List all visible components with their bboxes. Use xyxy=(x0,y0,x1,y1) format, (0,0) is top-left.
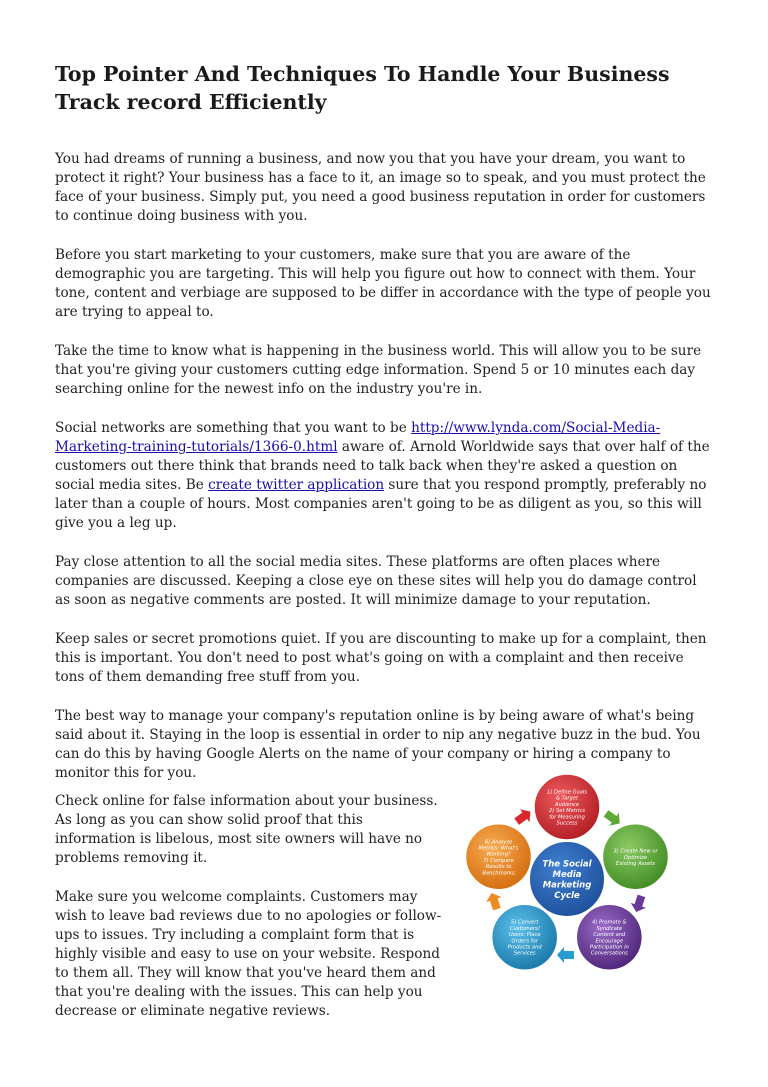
lynda-link[interactable]: http://www.lynda.com/Social-Media-Marketing-training-tutorials/1366-0.html xyxy=(55,420,661,455)
cycle-step-label: Participation in xyxy=(589,944,629,951)
cycle-center-label: The Social xyxy=(542,859,592,870)
page-title: Top Pointer And Techniques To Handle Your Business Track record Efficiently xyxy=(55,62,670,114)
article xyxy=(55,60,715,803)
cycle-step-label: Services xyxy=(513,950,536,957)
cycle-step-label: Optimize xyxy=(623,854,648,861)
cycle-step-label: Products and xyxy=(507,944,542,951)
cycle-arrow-icon xyxy=(557,947,574,963)
cycle-step-label: 3) Create New or xyxy=(613,848,658,855)
cycle-step-label: 6) Analyze xyxy=(484,839,513,846)
cycle-step-label: Results to xyxy=(485,864,512,871)
cycle-step xyxy=(576,904,642,970)
paragraph: Check online for false information about your business. As long as you can show solid proof that this information is libelous, most site owners will have no problems removing it. xyxy=(55,793,438,866)
cycle-step xyxy=(492,904,558,970)
cycle-step-label: Working? xyxy=(486,851,511,858)
cycle-step-label: Conversations xyxy=(590,950,628,957)
paragraph: You had dreams of running a business, and now you that you have your dream, you want to protect it right? Your business has a face to it, an image so to speak, and you must protect the face of your business. Simply put, you need a good business reputation in order for customers to continue doing business with you. xyxy=(55,151,706,224)
cycle-arrow-icon xyxy=(484,891,504,912)
cycle-step-label: 4) Promote & xyxy=(592,919,627,926)
paragraph: Before you start marketing to your customers, make sure that you are aware of the demographic you are targeting. This will help you figure out how to connect with them. Your tone, content and verbiage are supposed to be differ in accordance with the type of people you are trying to appeal to. xyxy=(55,247,711,320)
lower-column xyxy=(55,792,443,1041)
cycle-step-label: Syndicate xyxy=(596,925,623,932)
cycle-step-label: & Target xyxy=(555,795,579,802)
paragraph-text: Social networks are something that you want to be xyxy=(55,420,412,436)
cycle-step-label: for Measuring xyxy=(549,814,585,821)
cycle-center-label: Cycle xyxy=(554,890,580,901)
cycle-arrow-icon xyxy=(629,893,649,914)
cycle-step-label: Existing Assets xyxy=(615,860,656,867)
cycle-step-label: Audience xyxy=(554,801,580,808)
cycle-step-label: Benchmarks xyxy=(482,870,515,877)
cycle-arrow-icon xyxy=(512,805,535,828)
cycle-step-label: 2) Set Metrics xyxy=(549,808,585,815)
cycle-step-label: 7) Compare xyxy=(483,857,514,864)
paragraph: The best way to manage your company's reputation online is by being aware of what's being said about it. Staying in the loop is essential in order to nip any negative buzz in the bud. You can do this by having Google Alerts on the name of your company or hiring a company to monitor this for you. xyxy=(55,708,701,781)
cycle-step-label: Encourage xyxy=(595,938,624,945)
paragraph-text: sure that you respond promptly, preferably no later than a couple of hours. Most companies aren't going to be as diligent as you, so this will give you a leg up. xyxy=(55,477,707,531)
paragraph: Make sure you welcome complaints. Customers may wish to leave bad reviews due to no apologies or follow-ups to issues. Try including a complaint form that is highly visible and easy to use on your website. Respond to them all. They will know that you've heard them and that you're dealing with the issues. This can help you decrease or eliminate negative reviews. xyxy=(55,889,442,1019)
cycle-diagram xyxy=(462,770,672,988)
paragraph: Keep sales or secret promotions quiet. If you are discounting to make up for a complaint, then this is important. You don't need to post what's going on with a complaint and then receive tons of them demanding free stuff from you. xyxy=(55,631,707,685)
cycle-step-label: Users: Place xyxy=(508,932,541,939)
cycle-step-label: Metrics: What's xyxy=(478,845,519,852)
cycle-step-label: Customers/ xyxy=(509,925,540,932)
cycle-step-label: 1) Define Goals xyxy=(546,789,588,796)
twitter-app-link[interactable]: create twitter application xyxy=(208,477,385,493)
paragraph-text: aware of. Arnold Worldwide says that over half of the customers out there think that brands need to talk back when they're asked a question on social media sites. Be xyxy=(55,439,710,493)
cycle-center-label: Marketing xyxy=(542,880,592,891)
paragraph: Take the time to know what is happening in the business world. This will allow you to be sure that you're giving your customers cutting edge information. Spend 5 or 10 minutes each day searching online for the newest info on the industry you're in. xyxy=(55,343,702,397)
cycle-step-label: Success xyxy=(556,820,578,827)
cycle-center-label: Media xyxy=(552,869,582,880)
social-media-cycle-figure xyxy=(462,770,672,988)
cycle-step-label: Content and xyxy=(593,932,626,939)
cycle-step-label: 5) Convert xyxy=(510,919,539,926)
cycle-step xyxy=(534,774,600,840)
cycle-step xyxy=(466,824,532,890)
cycle-step-label: Orders for xyxy=(511,938,538,945)
cycle-center xyxy=(529,841,605,917)
social-paragraph xyxy=(55,419,715,533)
paragraph: Pay close attention to all the social media sites. These platforms are often places where companies are discussed. Keeping a close eye on these sites will help you do damage control as soon as negative comments are posted. It will minimize damage to your reputation. xyxy=(55,554,697,608)
cycle-step xyxy=(602,824,668,890)
